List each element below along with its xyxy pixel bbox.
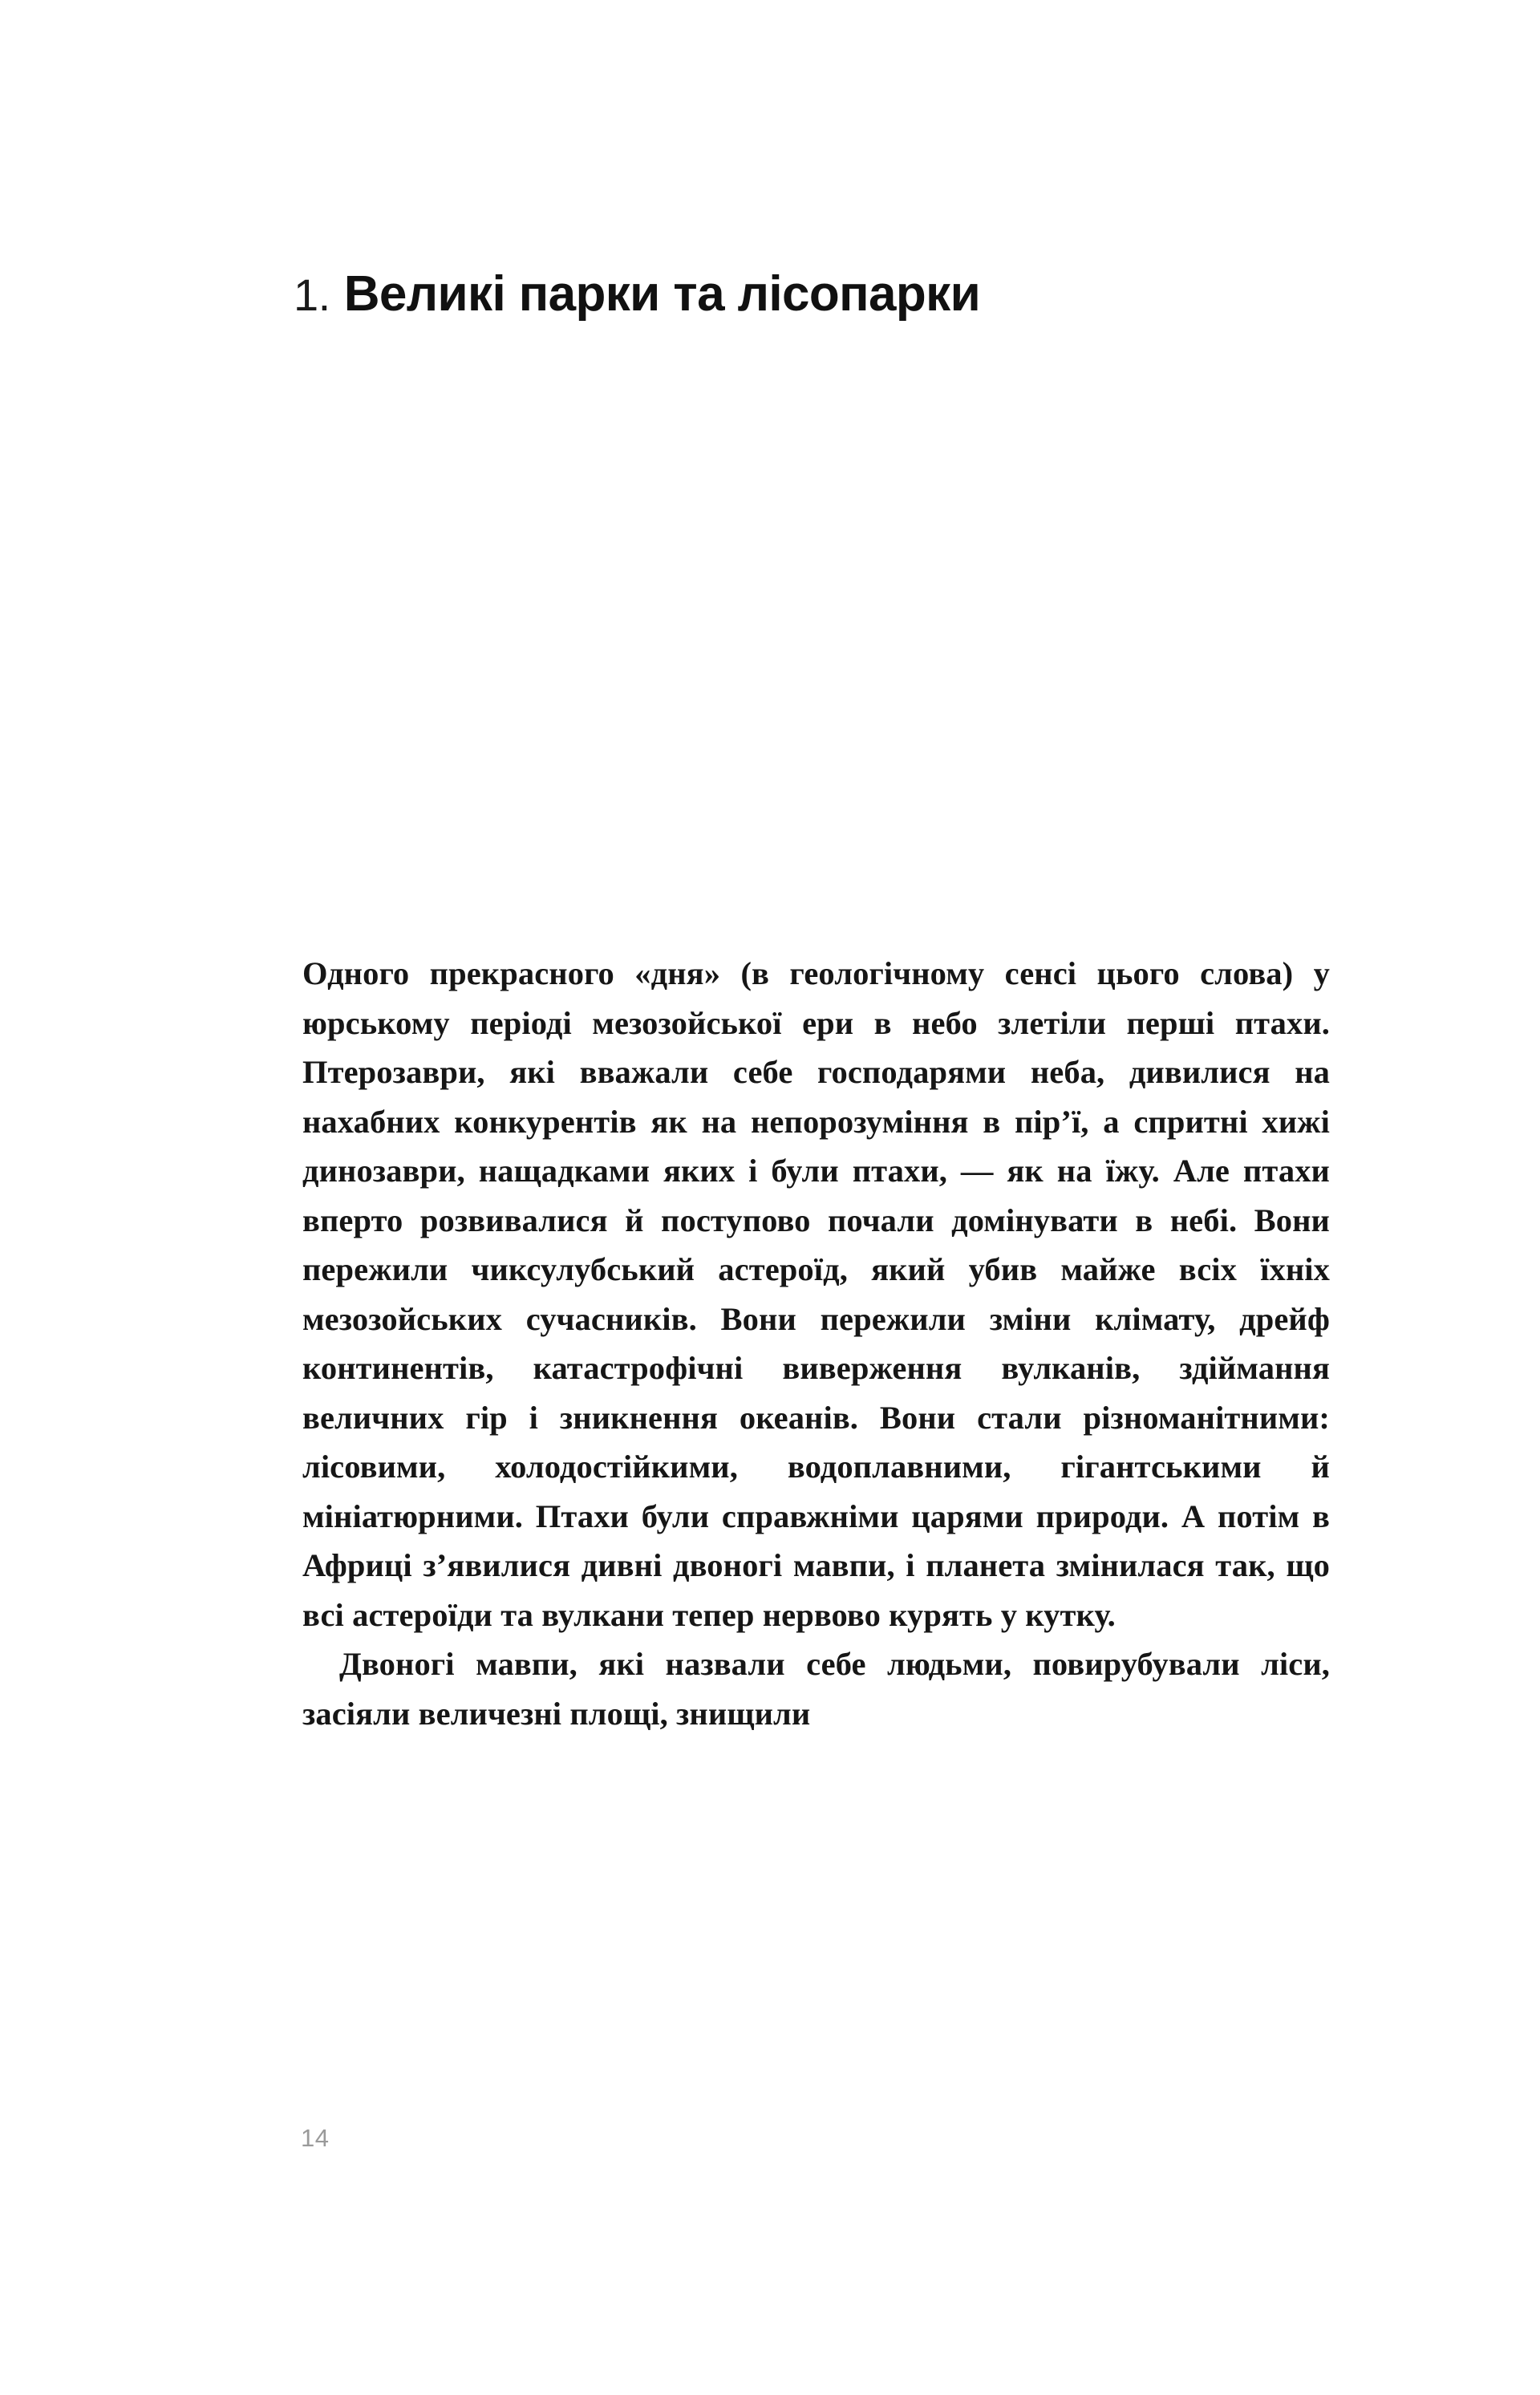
chapter-title: Великі парки та лісопарки bbox=[343, 266, 981, 322]
page-number: 14 bbox=[301, 2124, 330, 2152]
chapter-heading bbox=[294, 266, 1336, 322]
chapter-number: 1. bbox=[294, 269, 330, 320]
paragraph: Одного прекрасного «дня» (в геологічному сенсі цього слова) у юрському періоді мезозойської ери в небо злетіли перші птахи. Птерозаври, які вважали себе господарями неба, дивилися на нахабних конкурентів як на непорозуміння в пір’ї, а спритні хижі динозаври, нащадками яких і були птахи, — як на їжу. Але птахи вперто розвивалися й поступово почали домінувати в небі. Вони пережили чиксулубський астероїд, який убив майже всіх їхніх мезозойських сучасників. Вони пережили зміни клімату, дрейф континентів, катастрофічні виверження вулканів, здіймання величних гір і зникнення океанів. Вони стали різноманітними: лісовими, холодостійкими, водоплавними, гігантськими й мініатюрними. Птахи були справжніми царями природи. А потім в Африці з’явилися дивні двоногі мавпи, і планета змінилася так, що всі астероїди та вулкани тепер нервово курять у кутку. bbox=[302, 955, 1330, 1633]
body-text-block bbox=[302, 949, 1330, 1738]
paragraph: Двоногі мавпи, які назвали себе людьми, повирубували ліси, засіяли величезні площі, знищили bbox=[302, 1646, 1330, 1732]
